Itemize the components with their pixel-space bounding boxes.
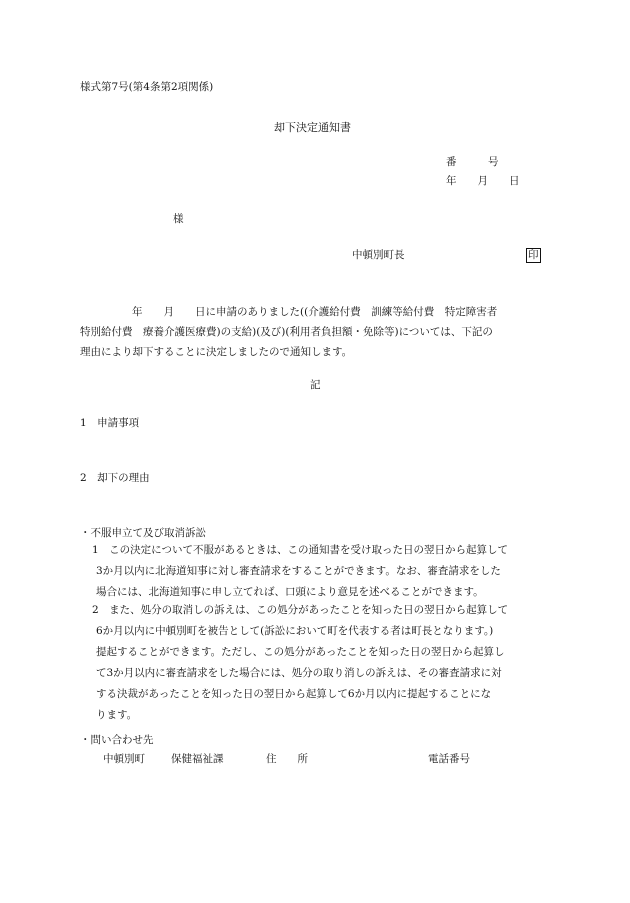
body-line-2: 特別給付費 療養介護医療費)の支給)(及び)(利用者負担額・免除等)については、下記の <box>80 326 493 338</box>
body-line-3: 理由により却下することに決定しましたので通知します。 <box>80 346 353 358</box>
form-id: 様式第7号(第4条第2項関係) <box>80 81 214 93</box>
appeal-item-2-line: する決裁があったことを知った日の翌日から起算して6か月以内に提起することにな <box>96 688 492 700</box>
section-request-items: 1 申請事項 <box>80 417 140 429</box>
body-paragraph <box>80 302 552 362</box>
appeal-item-2-line: ります。 <box>96 709 138 721</box>
appeal-item-1-line: 3か月以内に北海道知事に対し審査請求をすることができます。なお、審査請求をした <box>96 565 501 577</box>
appeal-item-1-line: 1 この決定について不服があるときは、この通知書を受け取った日の翌日から起算して <box>92 544 508 556</box>
section-rejection-reason: 2 却下の理由 <box>80 472 150 484</box>
appeal-heading: ・不服申立て及び取消訴訟 <box>80 527 206 539</box>
appeal-item-2-line: て3か月以内に審査請求をした場合には、処分の取り消しの訴えは、その審査請求に対 <box>96 667 502 679</box>
appeal-item-2-line: 2 また、処分の取消しの訴えは、この処分があったことを知った日の翌日から起算して <box>92 604 509 616</box>
addressee-suffix: 様 <box>173 213 184 225</box>
issuer: 中頓別町長 <box>352 249 405 261</box>
document-title: 却下決定通知書 <box>274 121 351 134</box>
appeal-item-2-line: 6か月以内に中頓別町を被告として(訴訟において町を代表する者は町長となります。) <box>96 625 494 637</box>
body-line-1: 年 月 日に申請のありました((介護給付費 訓練等給付費 特定障害者 <box>132 306 498 318</box>
contact-department: 保健福祉課 <box>171 753 224 765</box>
contact-address-label: 住 所 <box>266 753 308 765</box>
seal-mark <box>526 248 541 263</box>
contact-heading: ・問い合わせ先 <box>80 734 154 746</box>
contact-phone-label: 電話番号 <box>428 753 470 765</box>
number-label: 番 号 <box>446 156 499 168</box>
ki-heading: 記 <box>310 379 321 391</box>
appeal-item-2 <box>92 600 508 726</box>
appeal-item-1 <box>92 540 508 603</box>
appeal-item-2-line: 提起することができます。ただし、この処分があったことを知った日の翌日から起算し <box>96 646 505 658</box>
contact-town: 中頓別町 <box>103 753 145 765</box>
seal-label: 印 <box>528 249 539 261</box>
date-label: 年 月 日 <box>446 175 520 187</box>
appeal-item-1-line: 場合には、北海道知事に申し立てれば、口頭により意見を述べることができます。 <box>96 586 484 598</box>
